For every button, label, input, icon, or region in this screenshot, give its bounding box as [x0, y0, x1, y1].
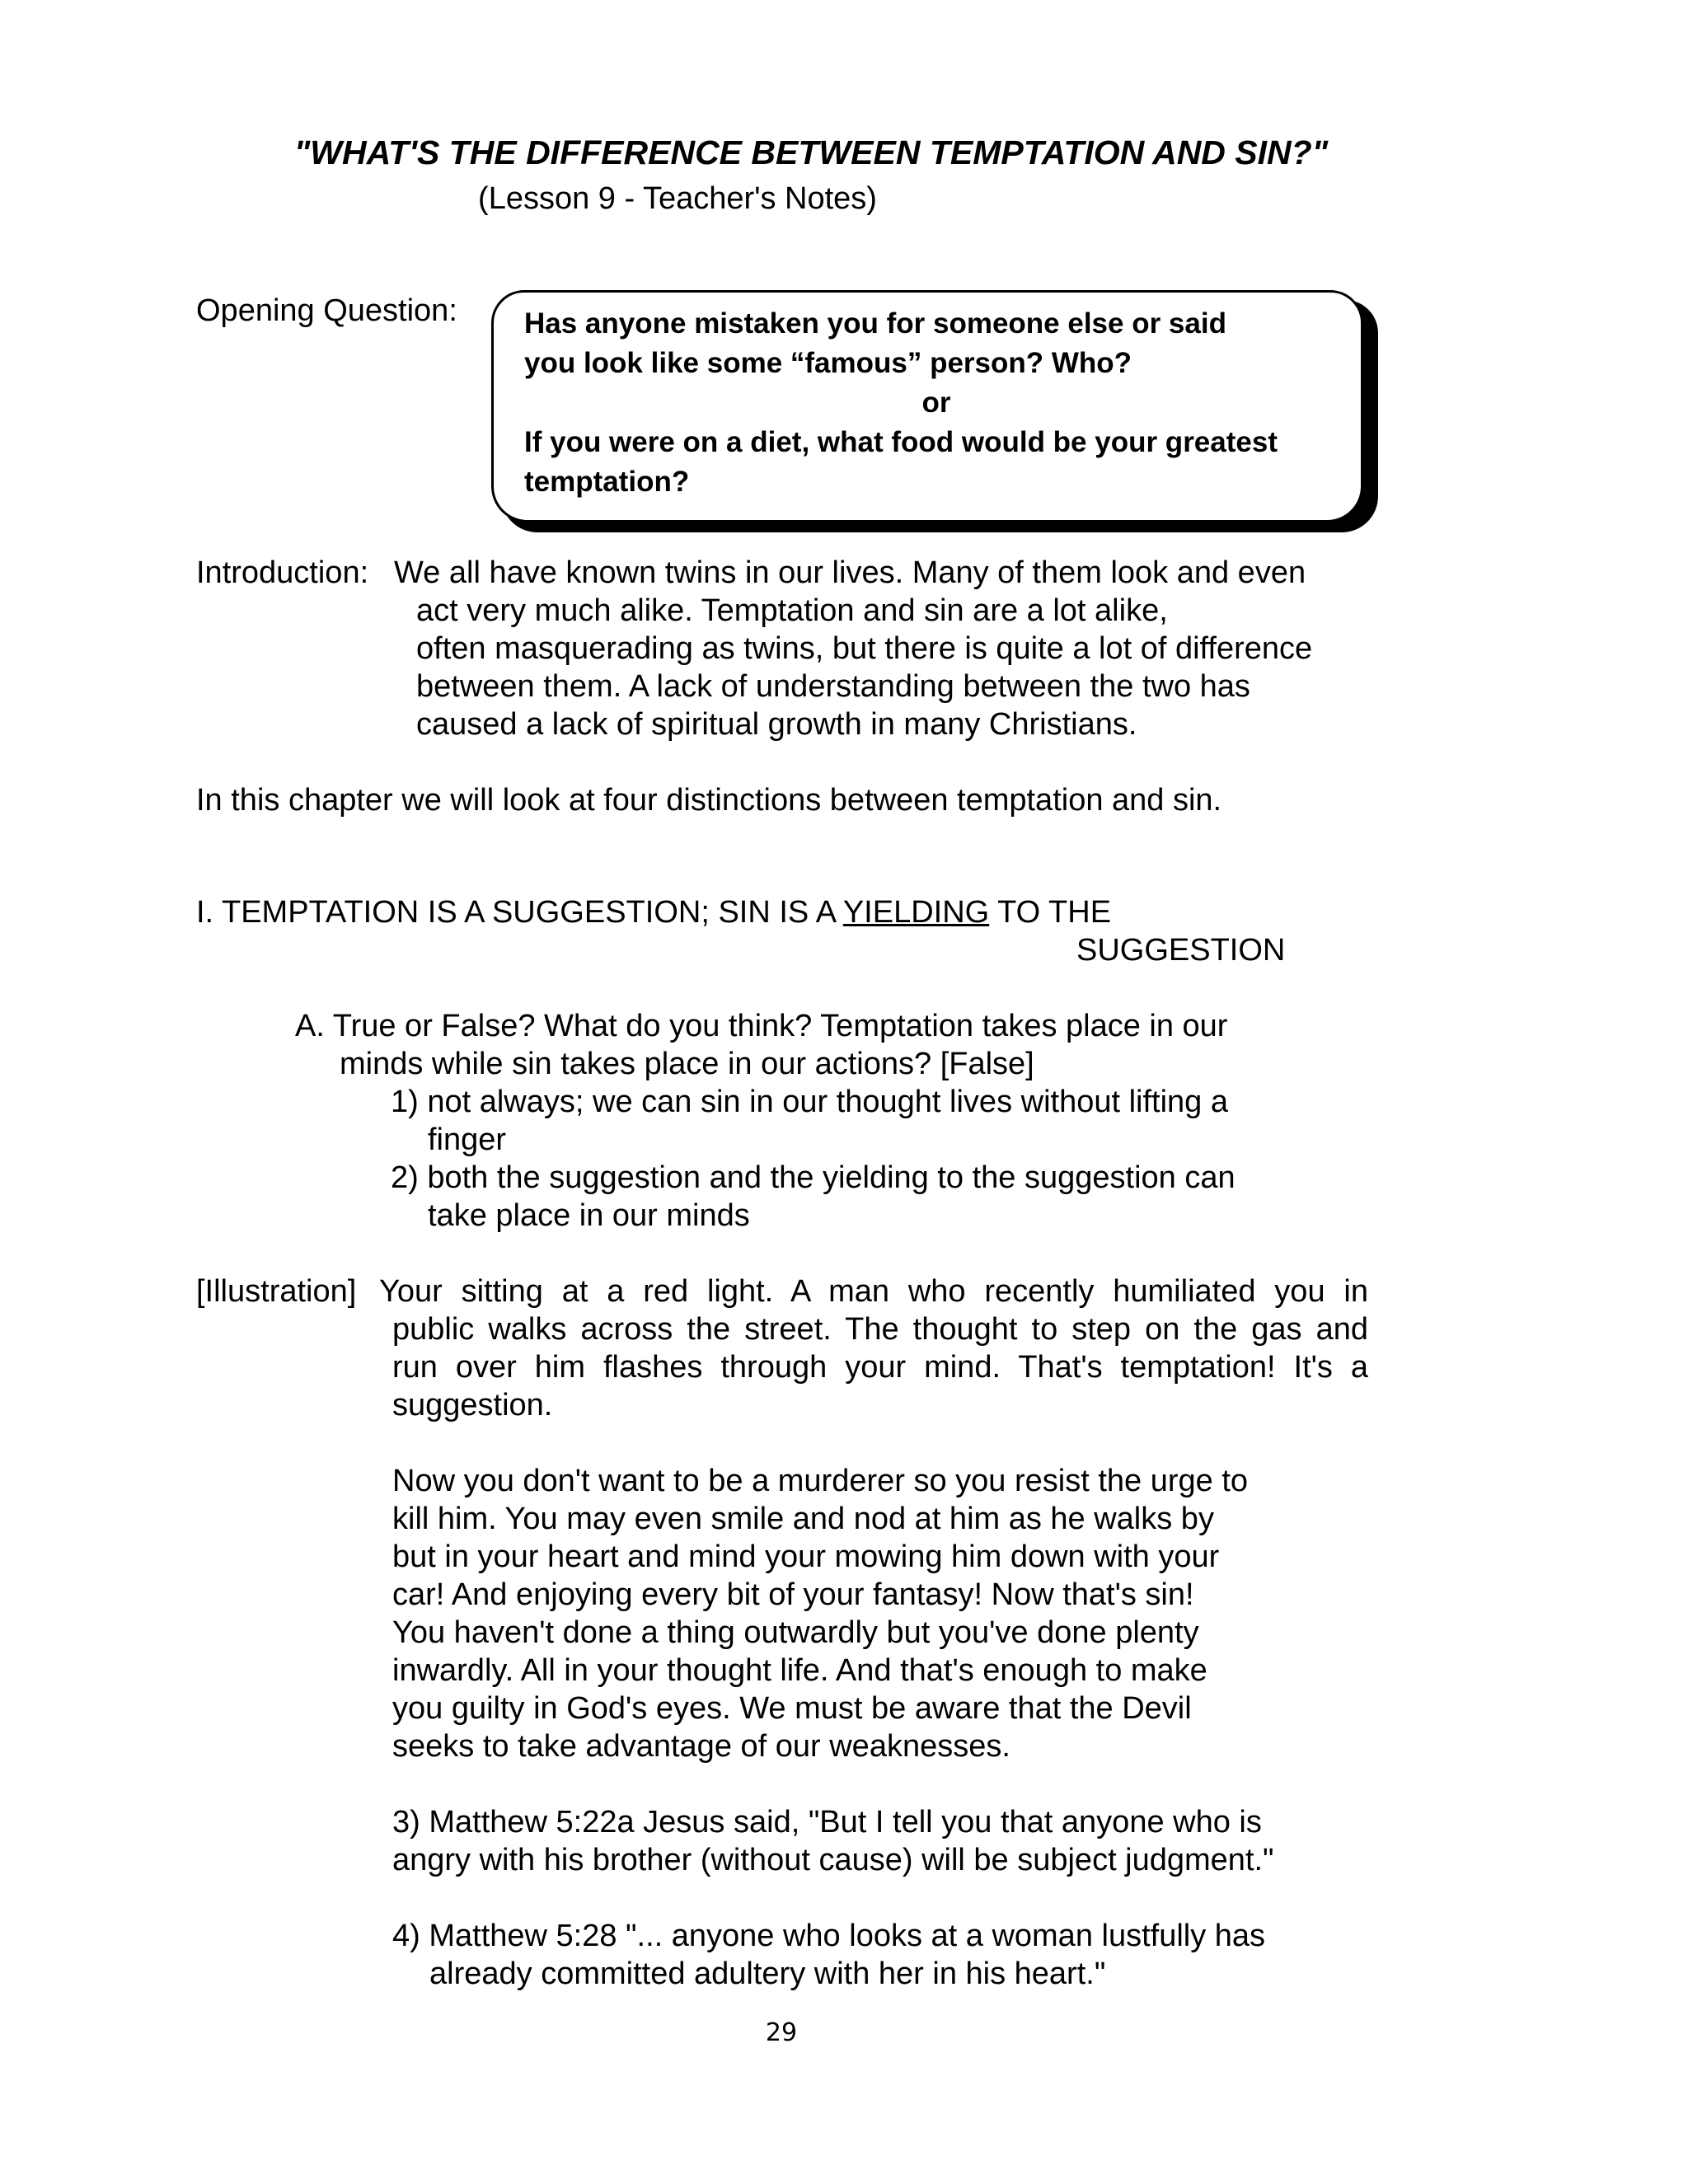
illustration-line: public walks across the street. The thought to step on the gas and [392, 1312, 1368, 1347]
heading-underlined-word: YIELDING [842, 895, 990, 930]
illustration-paragraph-line: kill him. You may even smile and nod at him as he walks by [392, 1502, 1214, 1536]
point-item-2-continued: take place in our minds [428, 1198, 750, 1233]
scripture-item-4-continued: already committed adultery with her in his heart." [429, 1957, 1106, 1991]
opening-question-label: Opening Question: [196, 293, 457, 328]
illustration-paragraph-line: you guilty in God's eyes. We must be aware that the Devil [392, 1691, 1192, 1726]
scripture-item-3: 3) Matthew 5:22a Jesus said, "But I tell you that anyone who is [392, 1805, 1262, 1840]
heading-part: I. TEMPTATION IS A SUGGESTION; SIN IS A [196, 895, 843, 930]
page-number: 29 [765, 2018, 798, 2047]
chapter-sentence: In this chapter we will look at four distinctions between temptation and sin. [196, 783, 1222, 818]
scripture-item-4: 4) Matthew 5:28 "... anyone who looks at a woman lustfully has [392, 1919, 1266, 1953]
point-item-1: 1) not always; we can sin in our thought lives without lifting a [391, 1085, 1228, 1119]
callout-text [524, 304, 1348, 502]
scripture-item-3-continued: angry with his brother (without cause) will be subject judgment." [392, 1843, 1274, 1877]
callout-line: If you were on a diet, what food would be your greatest [524, 426, 1278, 458]
introduction-line: between them. A lack of understanding between the two has [416, 669, 1250, 704]
illustration-paragraph-line: seeks to take advantage of our weaknesses. [392, 1729, 1010, 1764]
illustration-label: [Illustration] [196, 1274, 357, 1309]
introduction-first-line: We all have known twins in our lives. Many of them look and even [394, 555, 1306, 590]
section-heading-line2: SUGGESTION [1076, 933, 1286, 968]
introduction-line: caused a lack of spiritual growth in many Christians. [416, 707, 1137, 742]
callout-box [491, 290, 1363, 523]
page-subtitle: (Lesson 9 - Teacher's Notes) [478, 181, 877, 216]
introduction-line: often masquerading as twins, but there is quite a lot of difference [416, 631, 1313, 666]
callout-line: you look like some “famous” person? Who? [524, 347, 1132, 379]
illustration-paragraph-line: car! And enjoying every bit of your fantasy! Now that's sin! [392, 1577, 1194, 1612]
callout-line: Has anyone mistaken you for someone else or said [524, 307, 1226, 340]
illustration-paragraph-line: Now you don't want to be a murderer so you resist the urge to [392, 1464, 1249, 1498]
illustration-paragraph-line: inwardly. All in your thought life. And that's enough to make [392, 1653, 1207, 1688]
illustration-paragraph-line: You haven't done a thing outwardly but you've done plenty [392, 1615, 1199, 1650]
point-a-line: A. True or False? What do you think? Temptation takes place in our [295, 1009, 1228, 1043]
illustration-line: run over him flashes through your mind. That's temptation! It's a [392, 1350, 1368, 1385]
page-title: "WHAT'S THE DIFFERENCE BETWEEN TEMPTATION AND SIN?" [293, 134, 1329, 171]
callout-or: or [921, 387, 951, 419]
opening-question-callout [491, 290, 1381, 537]
callout-line: temptation? [524, 466, 690, 498]
illustration-line: suggestion. [392, 1388, 553, 1422]
illustration-paragraph-line: but in your heart and mind your mowing him down with your [392, 1540, 1220, 1574]
heading-part: TO THE [989, 895, 1112, 930]
point-item-1-continued: finger [428, 1122, 507, 1157]
point-item-2: 2) both the suggestion and the yielding to the suggestion can [391, 1160, 1236, 1195]
section-heading [196, 893, 1111, 931]
introduction-line: act very much alike. Temptation and sin are a lot alike, [416, 593, 1168, 628]
point-a-line: minds while sin takes place in our actions? [False] [340, 1047, 1034, 1081]
illustration-first-line: Your sitting at a red light. A man who recently humiliated you in [379, 1274, 1368, 1309]
introduction-label: Introduction: [196, 555, 369, 590]
